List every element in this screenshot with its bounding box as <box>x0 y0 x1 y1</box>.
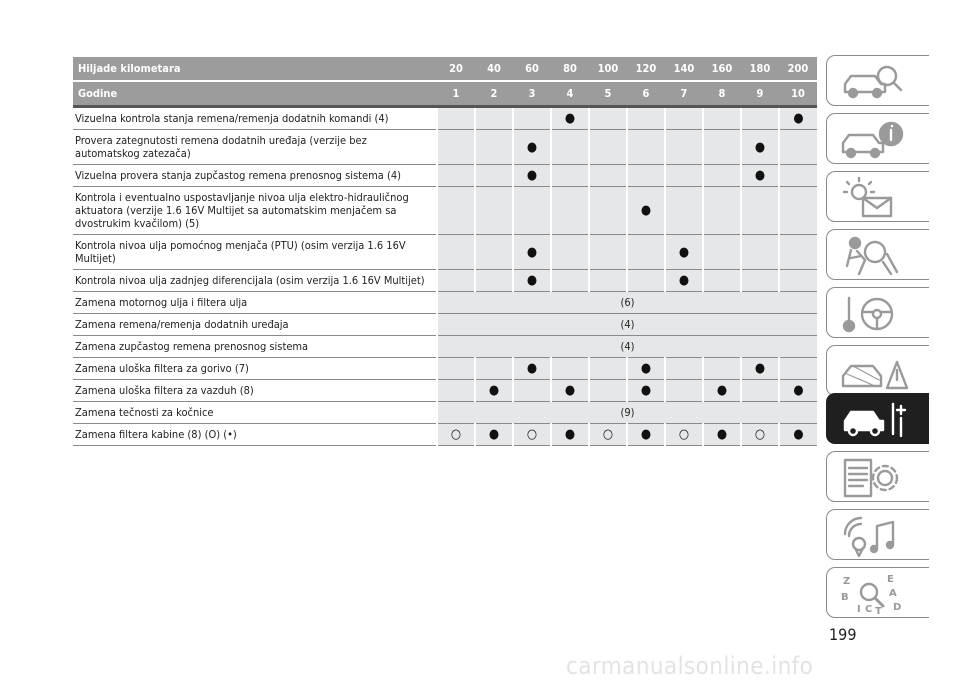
filled-dot-icon: ● <box>526 244 538 260</box>
year-8: 8 <box>703 81 741 107</box>
tab-maintenance[interactable] <box>826 393 929 444</box>
hollow-circle-icon: ○ <box>526 427 538 442</box>
schedule-cell <box>665 358 703 380</box>
hollow-circle-icon: ○ <box>450 427 462 442</box>
schedule-cell <box>551 130 589 165</box>
hollow-circle-icon: ○ <box>754 427 766 442</box>
schedule-cell <box>475 130 513 165</box>
year-6: 6 <box>627 81 665 107</box>
filled-dot-icon: ● <box>640 203 652 218</box>
schedule-cell <box>703 270 741 292</box>
table-row <box>73 130 817 165</box>
schedule-cell <box>779 165 817 187</box>
multimedia-icon <box>839 514 909 558</box>
km-60: 60 <box>513 57 551 81</box>
watermark: carmanualsonline.info <box>566 652 814 680</box>
schedule-cell <box>665 270 703 292</box>
schedule-cell <box>627 380 665 402</box>
km-20: 20 <box>437 57 475 81</box>
schedule-cell <box>741 235 779 270</box>
schedule-cell <box>513 270 551 292</box>
schedule-cell <box>703 130 741 165</box>
row-description: Zamena uloška filtera za vazduh (8) <box>73 380 437 402</box>
schedule-cell <box>589 270 627 292</box>
schedule-cell <box>665 235 703 270</box>
schedule-cell <box>589 165 627 187</box>
km-140: 140 <box>665 57 703 81</box>
schedule-cell <box>665 424 703 446</box>
schedule-cell <box>437 358 475 380</box>
schedule-cell <box>703 187 741 235</box>
schedule-cell <box>741 187 779 235</box>
filled-dot-icon: ● <box>526 273 538 288</box>
span-note: (4) <box>437 314 817 336</box>
tab-warning-lights[interactable] <box>826 171 929 222</box>
svg-text:D: D <box>893 602 902 613</box>
filled-dot-icon: ● <box>754 361 766 376</box>
schedule-cell <box>551 424 589 446</box>
airbag-safety-icon <box>839 234 909 278</box>
filled-dot-icon: ● <box>526 168 538 183</box>
table-row <box>73 235 817 270</box>
schedule-cell <box>703 380 741 402</box>
filled-dot-icon: ● <box>793 383 804 398</box>
technical-data-gear-icon <box>839 456 909 500</box>
span-note: (4) <box>437 336 817 358</box>
filled-dot-icon: ● <box>640 427 652 442</box>
tab-index[interactable] <box>826 567 929 618</box>
schedule-cell <box>551 235 589 270</box>
schedule-cell <box>627 187 665 235</box>
filled-dot-icon: ● <box>678 244 690 260</box>
row-description: Zamena motornog ulja i filtera ulja <box>73 292 437 314</box>
table-row <box>73 380 817 402</box>
km-80: 80 <box>551 57 589 81</box>
schedule-cell <box>665 130 703 165</box>
schedule-cell <box>627 358 665 380</box>
row-description: Zamena zupčastog remena prenosnog sistema <box>73 336 437 358</box>
svg-text:I: I <box>857 604 861 615</box>
schedule-cell <box>551 380 589 402</box>
schedule-cell <box>627 130 665 165</box>
tab-starting-driving[interactable] <box>826 287 929 338</box>
schedule-cell <box>589 130 627 165</box>
svg-text:Z: Z <box>843 576 851 587</box>
schedule-cell <box>437 380 475 402</box>
table-row <box>73 314 817 336</box>
km-180: 180 <box>741 57 779 81</box>
schedule-cell <box>741 107 779 130</box>
hollow-circle-icon: ○ <box>602 427 614 442</box>
schedule-cell <box>779 235 817 270</box>
schedule-cell <box>551 107 589 130</box>
row-description: Zamena filtera kabine (8) (O) (•) <box>73 424 437 446</box>
schedule-cell <box>437 165 475 187</box>
schedule-cell <box>703 358 741 380</box>
schedule-cell <box>703 235 741 270</box>
table-row <box>73 187 817 235</box>
year-2: 2 <box>475 81 513 107</box>
schedule-cell <box>551 187 589 235</box>
schedule-cell <box>741 380 779 402</box>
schedule-cell <box>703 424 741 446</box>
schedule-cell <box>589 235 627 270</box>
year-3: 3 <box>513 81 551 107</box>
year-1: 1 <box>437 81 475 107</box>
key-steering-wheel-icon <box>839 292 909 336</box>
schedule-cell <box>513 424 551 446</box>
schedule-cell <box>779 424 817 446</box>
schedule-cell <box>665 187 703 235</box>
row-description: Kontrola nivoa ulja pomoćnog menjača (PTU) (osim verzija 1.6 16V Multijet) <box>73 235 437 270</box>
row-description: Zamena uloška filtera za gorivo (7) <box>73 358 437 380</box>
table-row <box>73 358 817 380</box>
row-description: Provera zategnutosti remena dodatnih uređaja (verzije bez automatskog zatezača) <box>73 130 437 165</box>
row-description: Zamena tečnosti za kočnice <box>73 402 437 424</box>
years-header-row <box>73 81 817 107</box>
schedule-cell <box>513 187 551 235</box>
schedule-cell <box>589 107 627 130</box>
schedule-cell <box>741 165 779 187</box>
table-row <box>73 107 817 130</box>
schedule-cell <box>779 358 817 380</box>
schedule-cell <box>779 107 817 130</box>
filled-dot-icon: ● <box>793 427 804 442</box>
filled-dot-icon: ● <box>678 273 690 288</box>
filled-dot-icon: ● <box>488 427 500 442</box>
schedule-cell <box>437 107 475 130</box>
row-description: Vizuelna provera stanja zupčastog remena prenosnog sistema (4) <box>73 165 437 187</box>
row-description: Vizuelna kontrola stanja remena/remenja dodatnih komandi (4) <box>73 107 437 130</box>
schedule-cell <box>475 424 513 446</box>
schedule-cell <box>703 107 741 130</box>
alphabetical-index-icon <box>839 572 909 616</box>
year-5: 5 <box>589 81 627 107</box>
kilometers-label: Hiljade kilometara <box>73 57 437 81</box>
schedule-cell <box>437 130 475 165</box>
schedule-cell <box>741 270 779 292</box>
years-label: Godine <box>73 81 437 107</box>
row-description: Kontrola nivoa ulja zadnjeg diferencijala (osim verzija 1.6 16V Multijet) <box>73 270 437 292</box>
schedule-cell <box>513 130 551 165</box>
schedule-cell <box>589 380 627 402</box>
schedule-cell <box>437 187 475 235</box>
kilometers-header-row <box>73 57 817 81</box>
schedule-cell <box>475 165 513 187</box>
maintenance-schedule-table <box>73 57 817 446</box>
schedule-cell <box>475 380 513 402</box>
schedule-cell <box>665 165 703 187</box>
schedule-cell <box>513 358 551 380</box>
schedule-cell <box>551 358 589 380</box>
car-search-icon <box>839 60 909 104</box>
schedule-cell <box>779 270 817 292</box>
schedule-body <box>73 107 817 446</box>
year-4: 4 <box>551 81 589 107</box>
schedule-cell <box>703 165 741 187</box>
schedule-cell <box>513 235 551 270</box>
table-row <box>73 165 817 187</box>
schedule-cell <box>437 270 475 292</box>
schedule-cell <box>551 270 589 292</box>
schedule-cell <box>589 187 627 235</box>
schedule-cell <box>741 424 779 446</box>
filled-dot-icon: ● <box>526 361 538 376</box>
filled-dot-icon: ● <box>754 139 766 155</box>
schedule-cell <box>437 235 475 270</box>
row-description: Kontrola i eventualno uspostavljanje nivoa ulja elektro-hidrauličnog aktuatora (verzije 1.6 16V Multijet sa automatskim menjačem sa dvostrukim kvačilom) (5) <box>73 187 437 235</box>
schedule-cell <box>627 235 665 270</box>
schedule-cell <box>551 165 589 187</box>
schedule-cell <box>627 424 665 446</box>
filled-dot-icon: ● <box>488 383 500 398</box>
schedule-cell <box>589 424 627 446</box>
schedule-cell <box>665 380 703 402</box>
svg-text:A: A <box>889 588 897 599</box>
tab-multimedia[interactable] <box>826 509 929 560</box>
km-200: 200 <box>779 57 817 81</box>
page-number: 199 <box>829 625 857 644</box>
car-maintenance-wrench-icon <box>839 398 909 442</box>
span-note: (6) <box>437 292 817 314</box>
schedule-cell <box>513 107 551 130</box>
km-100: 100 <box>589 57 627 81</box>
schedule-cell <box>475 187 513 235</box>
svg-text:B: B <box>841 592 849 603</box>
year-10: 10 <box>779 81 817 107</box>
year-7: 7 <box>665 81 703 107</box>
schedule-cell <box>779 187 817 235</box>
year-9: 9 <box>741 81 779 107</box>
schedule-cell <box>513 380 551 402</box>
svg-text:E: E <box>887 574 894 585</box>
filled-dot-icon: ● <box>716 427 728 442</box>
filled-dot-icon: ● <box>754 168 766 183</box>
warning-light-message-icon <box>839 176 909 220</box>
car-info-icon <box>839 118 909 162</box>
span-note: (9) <box>437 402 817 424</box>
schedule-cell <box>779 380 817 402</box>
row-description: Zamena remena/remenja dodatnih uređaja <box>73 314 437 336</box>
schedule-cell <box>475 270 513 292</box>
schedule-cell <box>741 358 779 380</box>
svg-text:C: C <box>865 604 873 615</box>
schedule-cell <box>665 107 703 130</box>
table-row <box>73 336 817 358</box>
schedule-cell <box>741 130 779 165</box>
km-40: 40 <box>475 57 513 81</box>
schedule-cell <box>475 358 513 380</box>
schedule-cell <box>779 130 817 165</box>
km-160: 160 <box>703 57 741 81</box>
schedule-cell <box>475 107 513 130</box>
schedule-cell <box>627 270 665 292</box>
schedule-cell <box>513 165 551 187</box>
filled-dot-icon: ● <box>564 427 576 442</box>
schedule-cell <box>627 107 665 130</box>
tab-car-info[interactable] <box>826 113 929 164</box>
hollow-circle-icon: ○ <box>678 427 690 442</box>
tab-safety[interactable] <box>826 229 929 280</box>
table-row <box>73 292 817 314</box>
schedule-cell <box>437 424 475 446</box>
filled-dot-icon: ● <box>564 383 576 398</box>
km-120: 120 <box>627 57 665 81</box>
filled-dot-icon: ● <box>640 383 652 398</box>
tab-emergency[interactable] <box>826 345 929 396</box>
schedule-cell <box>589 358 627 380</box>
filled-dot-icon: ● <box>526 139 538 155</box>
table-row <box>73 424 817 446</box>
table-row <box>73 270 817 292</box>
filled-dot-icon: ● <box>640 361 652 376</box>
table-row <box>73 402 817 424</box>
tab-technical-data[interactable] <box>826 451 929 502</box>
filled-dot-icon: ● <box>793 111 804 126</box>
filled-dot-icon: ● <box>564 111 576 126</box>
filled-dot-icon: ● <box>716 383 728 398</box>
schedule-cell <box>627 165 665 187</box>
car-breakdown-icon <box>839 350 909 394</box>
tab-car-search[interactable] <box>826 55 929 106</box>
svg-text:T: T <box>875 606 882 616</box>
schedule-cell <box>475 235 513 270</box>
